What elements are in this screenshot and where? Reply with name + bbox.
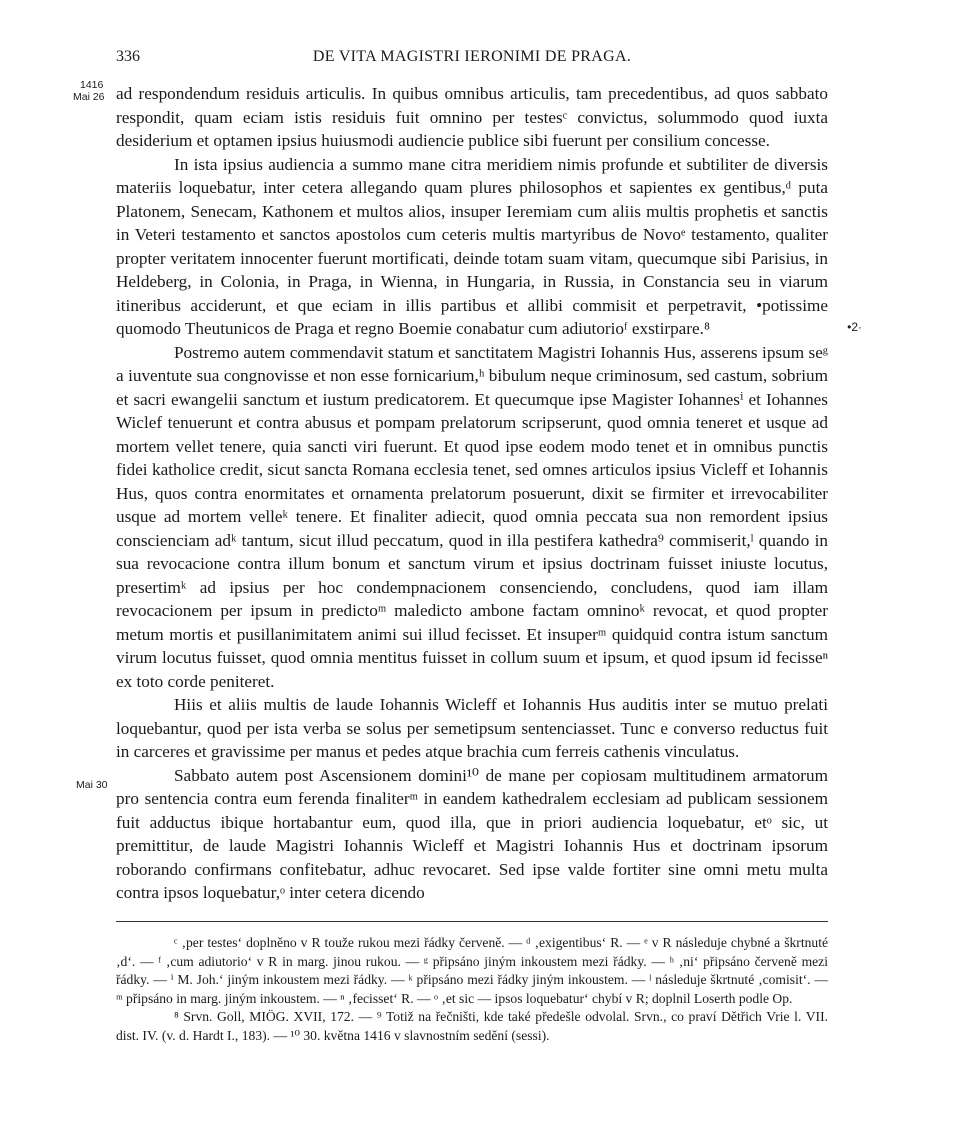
footnote-divider [116, 921, 828, 922]
margin-year: 1416 [80, 79, 104, 91]
paragraph: Hiis et aliis multis de laude Iohannis Wicleff et Iohannis Hus auditis inter se mutuo prelati loquebantur, quod per ista verba se solus per semetipsum sentenciasset. Tunc e converso reductus fuit in carceres et gravissime per manus et pedes atque brachia cum ferreis cathenis vinculatus. [116, 695, 828, 761]
textual-footnotes: ᶜ ‚per testes‘ doplněno v R touže rukou mezi řádky červeně. — ᵈ ‚exigentibus‘ R. — ᵉ v R následuje chybné a škrtnuté ‚d‘. — ᶠ ‚cum adiutorio‘ v R in marg. jinou rukou. — ᵍ připsáno jiným inkoustem mezi řádky. — ʰ ‚ni‘ připsáno červeně mezi řádky. — ⁱ M. Joh.‘ jiným inkoustem mezi řádky. — ᵏ připsáno mezi řádky jiným inkoustem. — ˡ následuje škrtnuté ‚comisit‘. — ᵐ připsáno in marg. jiným inkoustem. — ⁿ ‚fecisset‘ R. — ᵒ ‚et sic — ipsos loquebatur‘ chybí v R; doplnil Loserth podle Op. [116, 935, 828, 1006]
paragraph: Sabbato autem post Ascensionem domini¹⁰ de mane per copiosam multitudinem armatorum pro sentencia contra eum ferenda finaliterᵐ in eandem kathedralem ecclesiam ad publicam sessionem fuit adductus ibique hortabantur eum, quod illa, que in priori audiencia loquebatur, etᵒ sic, ut premittitur, de laude Magistri Iohannis Wicleff et Magistri Iohannis Hus et doctrinam ipsorum roborando confirmans confitebatur, adhuc revocaret. Sed ipse valde fortiter sine omni metu multa contra ipsos loquebatur,ᵒ inter cetera dicendo [116, 765, 828, 902]
footnotes [116, 934, 828, 1046]
margin-date-may-30: Mai 30 [76, 779, 108, 791]
explanatory-footnotes: ⁸ Srvn. Goll, MIÖG. XVII, 172. — ⁹ Totiž na řečništi, kde také předešle odvolal. Srvn., co praví Dětřich Vrie l. VII. dist. IV. (v. d. Hardt I., 183). — ¹⁰ 30. května 1416 v slavnostním sedění (sessi). [116, 1009, 828, 1043]
paragraph: In ista ipsius audiencia a summo mane citra meridiem nimis profunde et subtiliter de diversis materiis loquebatur, inter cetera allegando quam plures philosophos et sapientes ex gentibus,ᵈ puta Platonem, Senecam, Kathonem et multos alios, insuper Ieremiam cum aliis multis prophetis et sanctis in Veteri testamento et sanctos apostolos cum ceteris multis martyribus de Novoᵉ testamento, qualiter propter veritatem innocenter fuerunt mortificati, deinde totam suam vitam, quecumque sibi Parisius, in Heldeberg, in Colonia, in Praga, in Wienna, in Hungaria, in Russia, in Constancia seu in viarum itineribus acciderunt, et que eciam in illis partibus et allibi commisit et perpetravit, •potissime quomodo Theutunicos de Praga et regno Boemie conabatur cum adiutorioᶠ exstirpare.⁸ [116, 154, 828, 338]
margin-date-may-26: Mai 26 [73, 91, 105, 103]
running-title: DE VITA MAGISTRI IERONIMI DE PRAGA. [312, 48, 632, 65]
running-head [116, 48, 828, 70]
margin-note-mark: •2· [847, 320, 862, 334]
main-text [116, 82, 828, 905]
page-number: 336 [116, 48, 140, 65]
paragraph: ad respondendum residuis articulis. In quibus omnibus articulis, tam precedentibus, ad quos sabbato respondit, quam eciam istis residuis fuit omnino per testesᶜ convictus, solummodo quod iuxta desiderium et optamen ipsius huiusmodi audiencie publice sibi fuerunt per consilium concesse. [116, 84, 828, 150]
paragraph: Postremo autem commendavit statum et sanctitatem Magistri Iohannis Hus, asserens ipsum seᵍ a iuventute sua congnovisse et non esse fornicarium,ʰ bibulum neque criminosum, sed castum, sobrium et sacri ewangelii sanctum et iustum predicatorem. Et quecumque ipse Magister Iohannesⁱ et Iohannes Wiclef tenuerunt et contra abusus et pompam prelatorum scripserunt, quod omnia teneret et usque ad mortem vellet tenere, quia sancti viri fuerunt. Et quod ipse eodem modo tenet et in omnibus punctis fidei katholice credit, sicut sancta Romana ecclesia tenet, sed omnes articulos ipsius Vicleff et Iohannis Hus, quos contra enormitates et ornamenta prelatorum posuerunt, dixit se firmiter et irrevocabiliter usque ad mortem velleᵏ tenere. Et finaliter adiecit, quod omnia peccata sua non remordent ipsius conscienciam adᵏ tantum, sicut illud peccatum, quod in illa pestifera kathedra⁹ commiserit,ˡ quando in sua revocacione contra illum bonum et sanctum virum et ipsius doctrinam fuisset iniuste locutus, presertimᵏ ad ipsius per hoc condempnacionem consenciendo, concludens, quod iam illam revocacionem per ipsum in predictoᵐ maledicto ambone factam omninoᵏ revocat, et quod propter metum mortis et pusillanimitatem animi sui illud fecisset. Et insuperᵐ quidquid contra istum sanctum virum locutus fuisset, quod omnia mentitus fuisset in collum suum et ipsum, et quod ipsum id fecisseⁿ ex toto corde peniteret. [116, 342, 828, 691]
